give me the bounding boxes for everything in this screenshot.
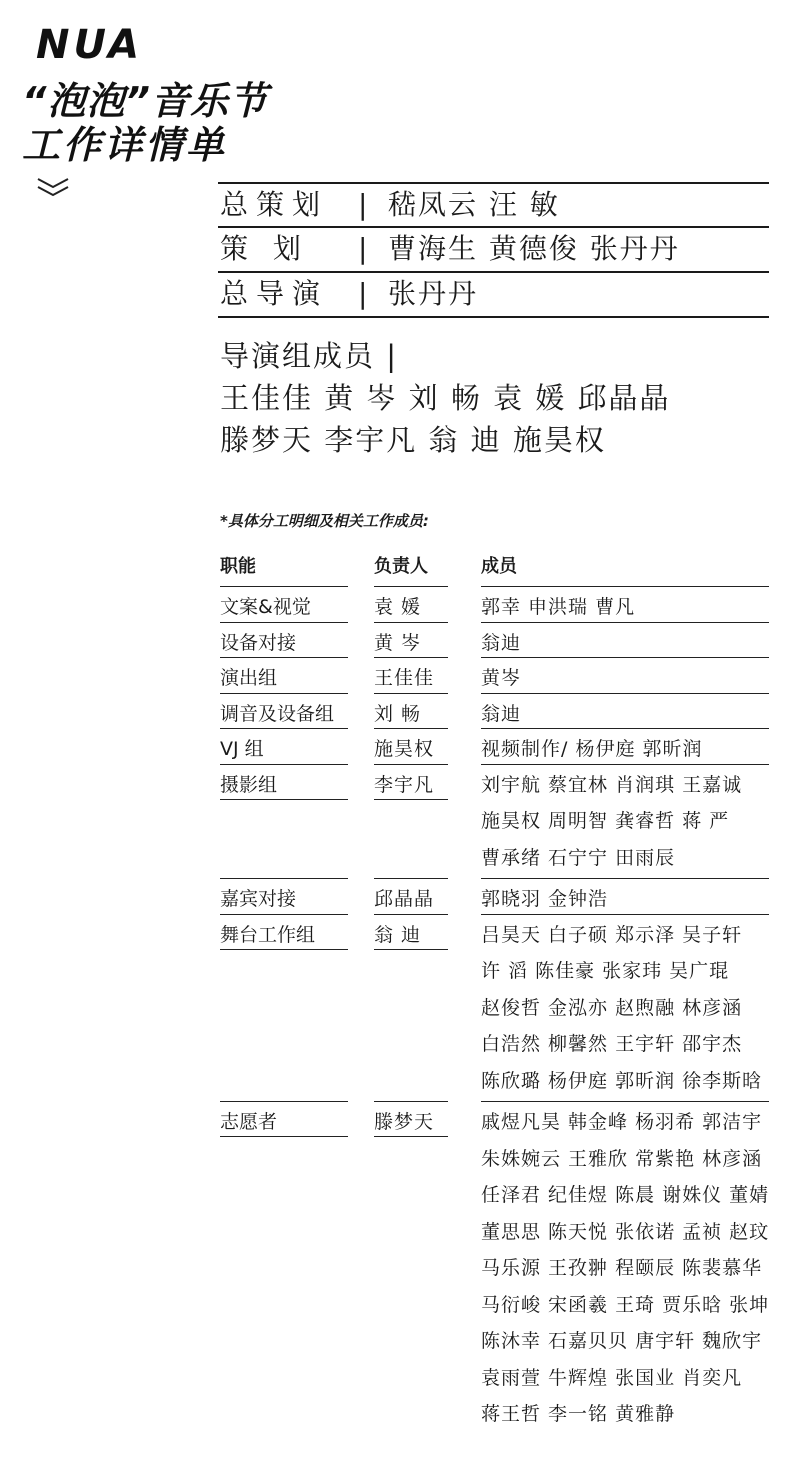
title-festival: “泡泡”音乐节: [22, 79, 268, 123]
table-rule: [374, 586, 448, 587]
crew-row-chief-planner: [218, 183, 769, 227]
crew-divider: [218, 316, 769, 318]
table-cell-members: 吕昊天 白子硕 郑示泽 吴子轩: [481, 923, 743, 946]
director-group-heading: 导演组成员 |: [220, 339, 398, 373]
table-cell-lead: 翁 迪: [374, 923, 422, 946]
table-cell-function: 演出组: [220, 667, 278, 689]
table-rule: [481, 1101, 769, 1102]
table-cell-members: 陈沐幸 石嘉贝贝 唐宇轩 魏欣宇: [481, 1330, 763, 1352]
table-cell-members: 刘宇航 蔡宜林 肖润琪 王嘉诚: [481, 773, 743, 796]
crew-row-planner: [218, 227, 769, 271]
table-cell-members: 施昊权 周明智 龚睿哲 蒋 严: [481, 810, 730, 832]
table-cell-function: VJ 组: [220, 738, 264, 760]
table-rule: [481, 728, 769, 729]
table-cell-members: 翁迪: [481, 702, 522, 725]
table-rule: [481, 914, 769, 915]
title-worklist: 工作详情单: [22, 123, 228, 167]
table-cell-members: 马乐源 王孜翀 程颐辰 陈裴慕华: [481, 1257, 763, 1279]
table-cell-members: 白浩然 柳馨然 王宇轩 邵宇杰: [481, 1033, 743, 1055]
table-rule: [374, 949, 448, 950]
crew-block: [218, 182, 769, 318]
crew-names: 曹海生 黄德俊 张丹丹: [388, 232, 680, 265]
table-rule: [374, 693, 448, 694]
table-cell-members: 许 滔 陈佳豪 张家玮 吴广琨: [481, 960, 730, 982]
table-rule: [220, 586, 348, 587]
table-rule: [481, 586, 769, 587]
table-rule: [374, 914, 448, 915]
table-rule: [220, 764, 348, 765]
table-cell-function: 嘉宾对接: [220, 888, 297, 910]
table-rule: [374, 878, 448, 879]
crew-separator: |: [358, 232, 368, 265]
table-cell-members: 视频制作/ 杨伊庭 郭昕润: [481, 738, 703, 760]
table-rule: [374, 799, 448, 800]
table-cell-members: 蒋王哲 李一铭 黄雅静: [481, 1403, 676, 1425]
table-rule: [374, 622, 448, 623]
crew-role: 策 划: [220, 232, 309, 265]
table-cell-function: 摄影组: [220, 773, 278, 796]
table-cell-members: 翁迪: [481, 631, 522, 654]
header-function: 职能: [220, 556, 256, 577]
crew-role: 总导演: [220, 277, 329, 310]
crew-names: 张丹丹: [388, 277, 479, 310]
table-cell-members: 郭晓羽 金钟浩: [481, 888, 609, 910]
table-rule: [481, 657, 769, 658]
table-cell-lead: 袁 媛: [374, 596, 422, 618]
table-cell-lead: 滕梦天: [374, 1111, 435, 1133]
table-cell-members: 马衍峻 宋函羲 王琦 贾乐晗 张坤: [481, 1293, 770, 1316]
table-rule: [374, 764, 448, 765]
table-cell-members: 郭幸 申洪瑞 曹凡: [481, 596, 636, 618]
table-cell-function: 调音及设备组: [220, 702, 335, 725]
director-group-line-2: 滕梦天 李宇凡 翁 迪 施昊权: [220, 423, 606, 457]
header-members: 成员: [481, 556, 517, 577]
crew-row-chief-director: [218, 272, 769, 316]
table-rule: [220, 914, 348, 915]
table-cell-lead: 施昊权: [374, 738, 435, 760]
table-rule: [374, 1101, 448, 1102]
table-cell-function: 设备对接: [220, 631, 297, 654]
director-group-line-1: 王佳佳 黄 岑 刘 畅 袁 媛 邱晶晶: [220, 381, 671, 415]
division-note: *具体分工明细及相关工作成员:: [220, 512, 429, 530]
table-cell-lead: 黄 岑: [374, 631, 422, 654]
table-rule: [374, 1136, 448, 1137]
header-lead: 负责人: [374, 556, 428, 577]
table-rule: [220, 799, 348, 800]
table-cell-members: 陈欣璐 杨伊庭 郭昕润 徐李斯晗: [481, 1069, 763, 1092]
table-rule: [481, 622, 769, 623]
table-cell-members: 曹承绪 石宁宁 田雨辰: [481, 846, 676, 869]
crew-names: 嵇凤云 汪 敏: [388, 188, 560, 221]
table-rule: [220, 878, 348, 879]
table-cell-members: 戚煜凡昊 韩金峰 杨羽希 郭洁宇: [481, 1111, 763, 1133]
table-cell-members: 赵俊哲 金泓亦 赵煦融 林彦涵: [481, 996, 743, 1019]
table-cell-function: 文案&视觉: [220, 596, 311, 618]
table-cell-lead: 李宇凡: [374, 773, 435, 796]
table-cell-members: 黄岑: [481, 667, 522, 689]
double-chevron-down-icon: [36, 176, 70, 198]
table-cell-members: 朱姝婉云 王雅欣 常紫艳 林彦涵: [481, 1147, 763, 1170]
crew-separator: |: [358, 188, 368, 221]
table-cell-function: 舞台工作组: [220, 923, 316, 946]
table-rule: [220, 728, 348, 729]
table-rule: [220, 693, 348, 694]
table-cell-lead: 刘 畅: [374, 702, 422, 725]
table-cell-lead: 邱晶晶: [374, 888, 435, 910]
table-rule: [481, 693, 769, 694]
table-rule: [220, 622, 348, 623]
table-cell-members: 袁雨萱 牛辉煌 张国业 肖奕凡: [481, 1366, 743, 1389]
table-cell-function: 志愿者: [220, 1111, 278, 1133]
crew-separator: |: [358, 277, 368, 310]
table-rule: [481, 764, 769, 765]
title-nua: NUA: [36, 22, 144, 68]
table-rule: [481, 878, 769, 879]
table-rule: [220, 1136, 348, 1137]
table-rule: [374, 657, 448, 658]
table-cell-members: 任泽君 纪佳煜 陈晨 谢姝仪 董婧: [481, 1184, 770, 1206]
table-cell-members: 董思思 陈天悦 张依诺 孟祯 赵玟: [481, 1220, 770, 1243]
table-rule: [220, 949, 348, 950]
table-rule: [374, 728, 448, 729]
table-cell-lead: 王佳佳: [374, 667, 435, 689]
crew-role: 总策划: [220, 188, 329, 221]
table-rule: [220, 1101, 348, 1102]
table-rule: [220, 657, 348, 658]
